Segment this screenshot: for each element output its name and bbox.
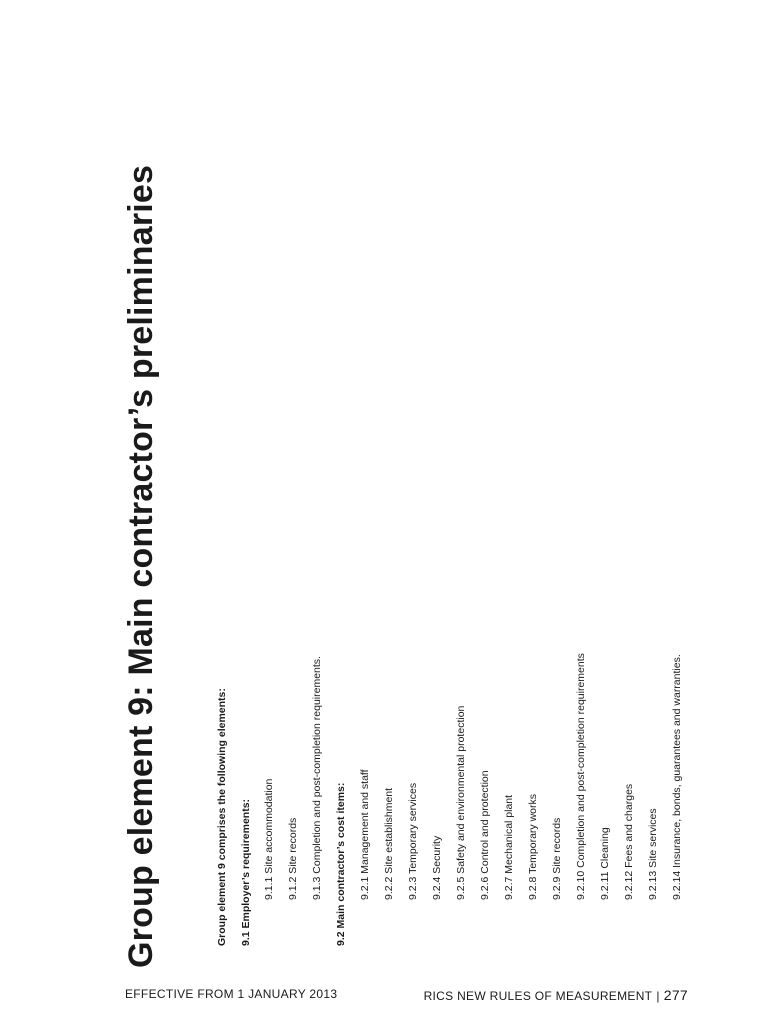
list-item: 9.1.2 Site records bbox=[287, 817, 299, 900]
list-item: 9.2.2 Site establishment bbox=[383, 787, 395, 900]
page-number: 277 bbox=[663, 987, 688, 1003]
footer-effective-date: EFFECTIVE FROM 1 JANUARY 2013 bbox=[125, 987, 338, 1001]
list-item: 9.2.6 Control and protection bbox=[479, 770, 491, 900]
section-heading: 9.2 Main contractor’s cost items: bbox=[335, 782, 347, 946]
footer-publication bbox=[424, 987, 688, 1003]
list-item: 9.2.5 Safety and environmental protection bbox=[455, 705, 467, 900]
list-item: 9.2.14 Insurance, bonds, guarantees and warranties. bbox=[671, 654, 683, 900]
list-item: 9.2.12 Fees and charges bbox=[623, 783, 635, 900]
intro-text: Group element 9 comprises the following elements: bbox=[216, 688, 228, 946]
list-item: 9.2.3 Temporary services bbox=[407, 782, 419, 900]
list-item: 9.2.13 Site services bbox=[647, 808, 659, 900]
list-item: 9.2.1 Management and staff bbox=[359, 769, 371, 900]
footer-publication-title: RICS NEW RULES OF MEASUREMENT bbox=[423, 989, 653, 1003]
footer-separator: | bbox=[656, 989, 660, 1003]
list-item: 9.2.9 Site records bbox=[551, 817, 563, 900]
page-title: Group element 9: Main contractor’s preliminaries bbox=[122, 164, 160, 968]
list-item: 9.2.10 Completion and post-completion requirements bbox=[575, 653, 587, 900]
section-heading: 9.1 Employer’s requirements: bbox=[240, 798, 252, 946]
list-item: 9.2.7 Mechanical plant bbox=[503, 794, 515, 900]
rotated-content bbox=[110, 164, 690, 968]
list-item: 9.2.4 Security bbox=[431, 835, 443, 900]
list-item: 9.1.1 Site accommodation bbox=[263, 778, 275, 900]
list-item: 9.2.11 Cleaning bbox=[599, 827, 611, 900]
list-item: 9.1.3 Completion and post-completion requirements. bbox=[311, 656, 323, 900]
list-item: 9.2.8 Temporary works bbox=[527, 793, 539, 900]
